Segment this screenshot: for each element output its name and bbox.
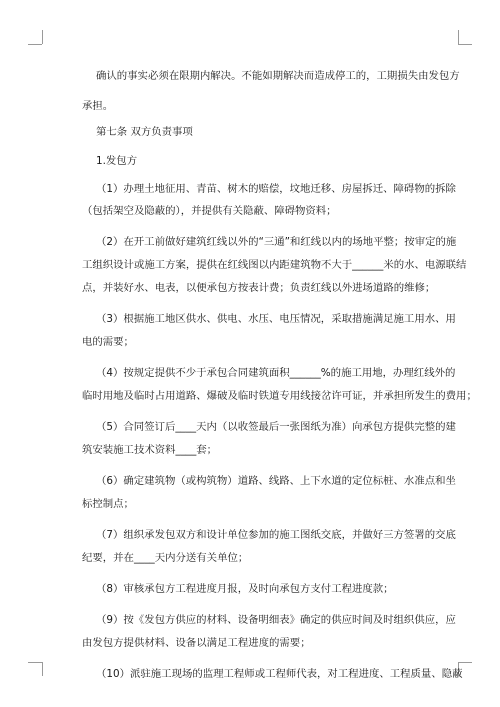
text-line: 点，并装好水、电表，以便承包方按表计费；负责红线以外进场道路的维修； [82,282,436,294]
text-line: 电的需要； [82,336,134,348]
text-line: 筑安装施工技术资料____套； [82,444,218,456]
crop-mark-bottom-left-v [42,662,43,676]
crop-mark-top-right-v [458,30,459,44]
crop-mark-top-left-v [42,30,43,44]
text-line: 由发包方提供材料、设备以满足工程进度的需要； [82,637,311,649]
text-line: （1）办理土地征用、青苗、树木的赔偿，坟地迁移、房屋拆迁、障碍物的拆除 [96,183,456,195]
text-line: （7）组织承发包双方和设计单位参加的施工图纸交底，并做好三方签署的交底 [96,529,456,541]
crop-mark-top-right-h [458,44,472,45]
subsection-heading: 1.发包方 [96,155,138,167]
text-line: 确认的事实必须在限期内解决。不能如期解决而造成停工的，工期损失由发包方 [96,70,460,82]
text-line: （3）根据施工地区供水、供电、水压、电压情况，采取措施满足施工用水、用 [96,313,456,325]
crop-mark-top-left-h [28,44,42,45]
text-line: 临时用地及临时占用道路、爆破及临时铁道专用线接岔许可证，并承担所发生的费用； [82,390,477,402]
text-line: 工组织设计或施工方案，提供在红线图以内距建筑物不大于______米的水、电源联结 [82,259,467,271]
text-line: 标控制点； [82,498,134,510]
text-line: （9）按《发包方供应的材料、设备明细表》确定的供应时间及时组织供应，应 [96,614,456,626]
text-line: （包括架空及隐蔽的），并提供有关隐蔽、障碍物资料； [82,205,337,217]
section-heading: 第七条 双方负责事项 [96,126,193,138]
text-line: （2）在开工前做好建筑红线以外的“三通”和红线以内的场地平整；按审定的施 [96,236,457,248]
text-line: （4）按规定提供不少于承包合同建筑面积______%的施工用地，办理红线外的 [96,367,456,379]
text-line: 纪要，并在____天内分送有关单位； [82,552,249,564]
crop-mark-bottom-right-h [458,662,472,663]
text-line: 承担。 [82,100,114,112]
text-line: （5）合同签订后____天内（以收签最后一张图纸为准）向承包方提供完整的建 [96,421,456,433]
text-line: （8）审核承包方工程进度月报，及时向承包方支付工程进度款； [96,583,394,595]
text-line: （6）确定建筑物（或构筑物）道路、线路、上下水道的定位标桩、水准点和坐 [96,475,456,487]
text-line: （10）派驻施工现场的监理工程师或工程师代表，对工程进度、工程质量、隐蔽 [96,668,463,680]
crop-mark-bottom-left-h [28,662,42,663]
